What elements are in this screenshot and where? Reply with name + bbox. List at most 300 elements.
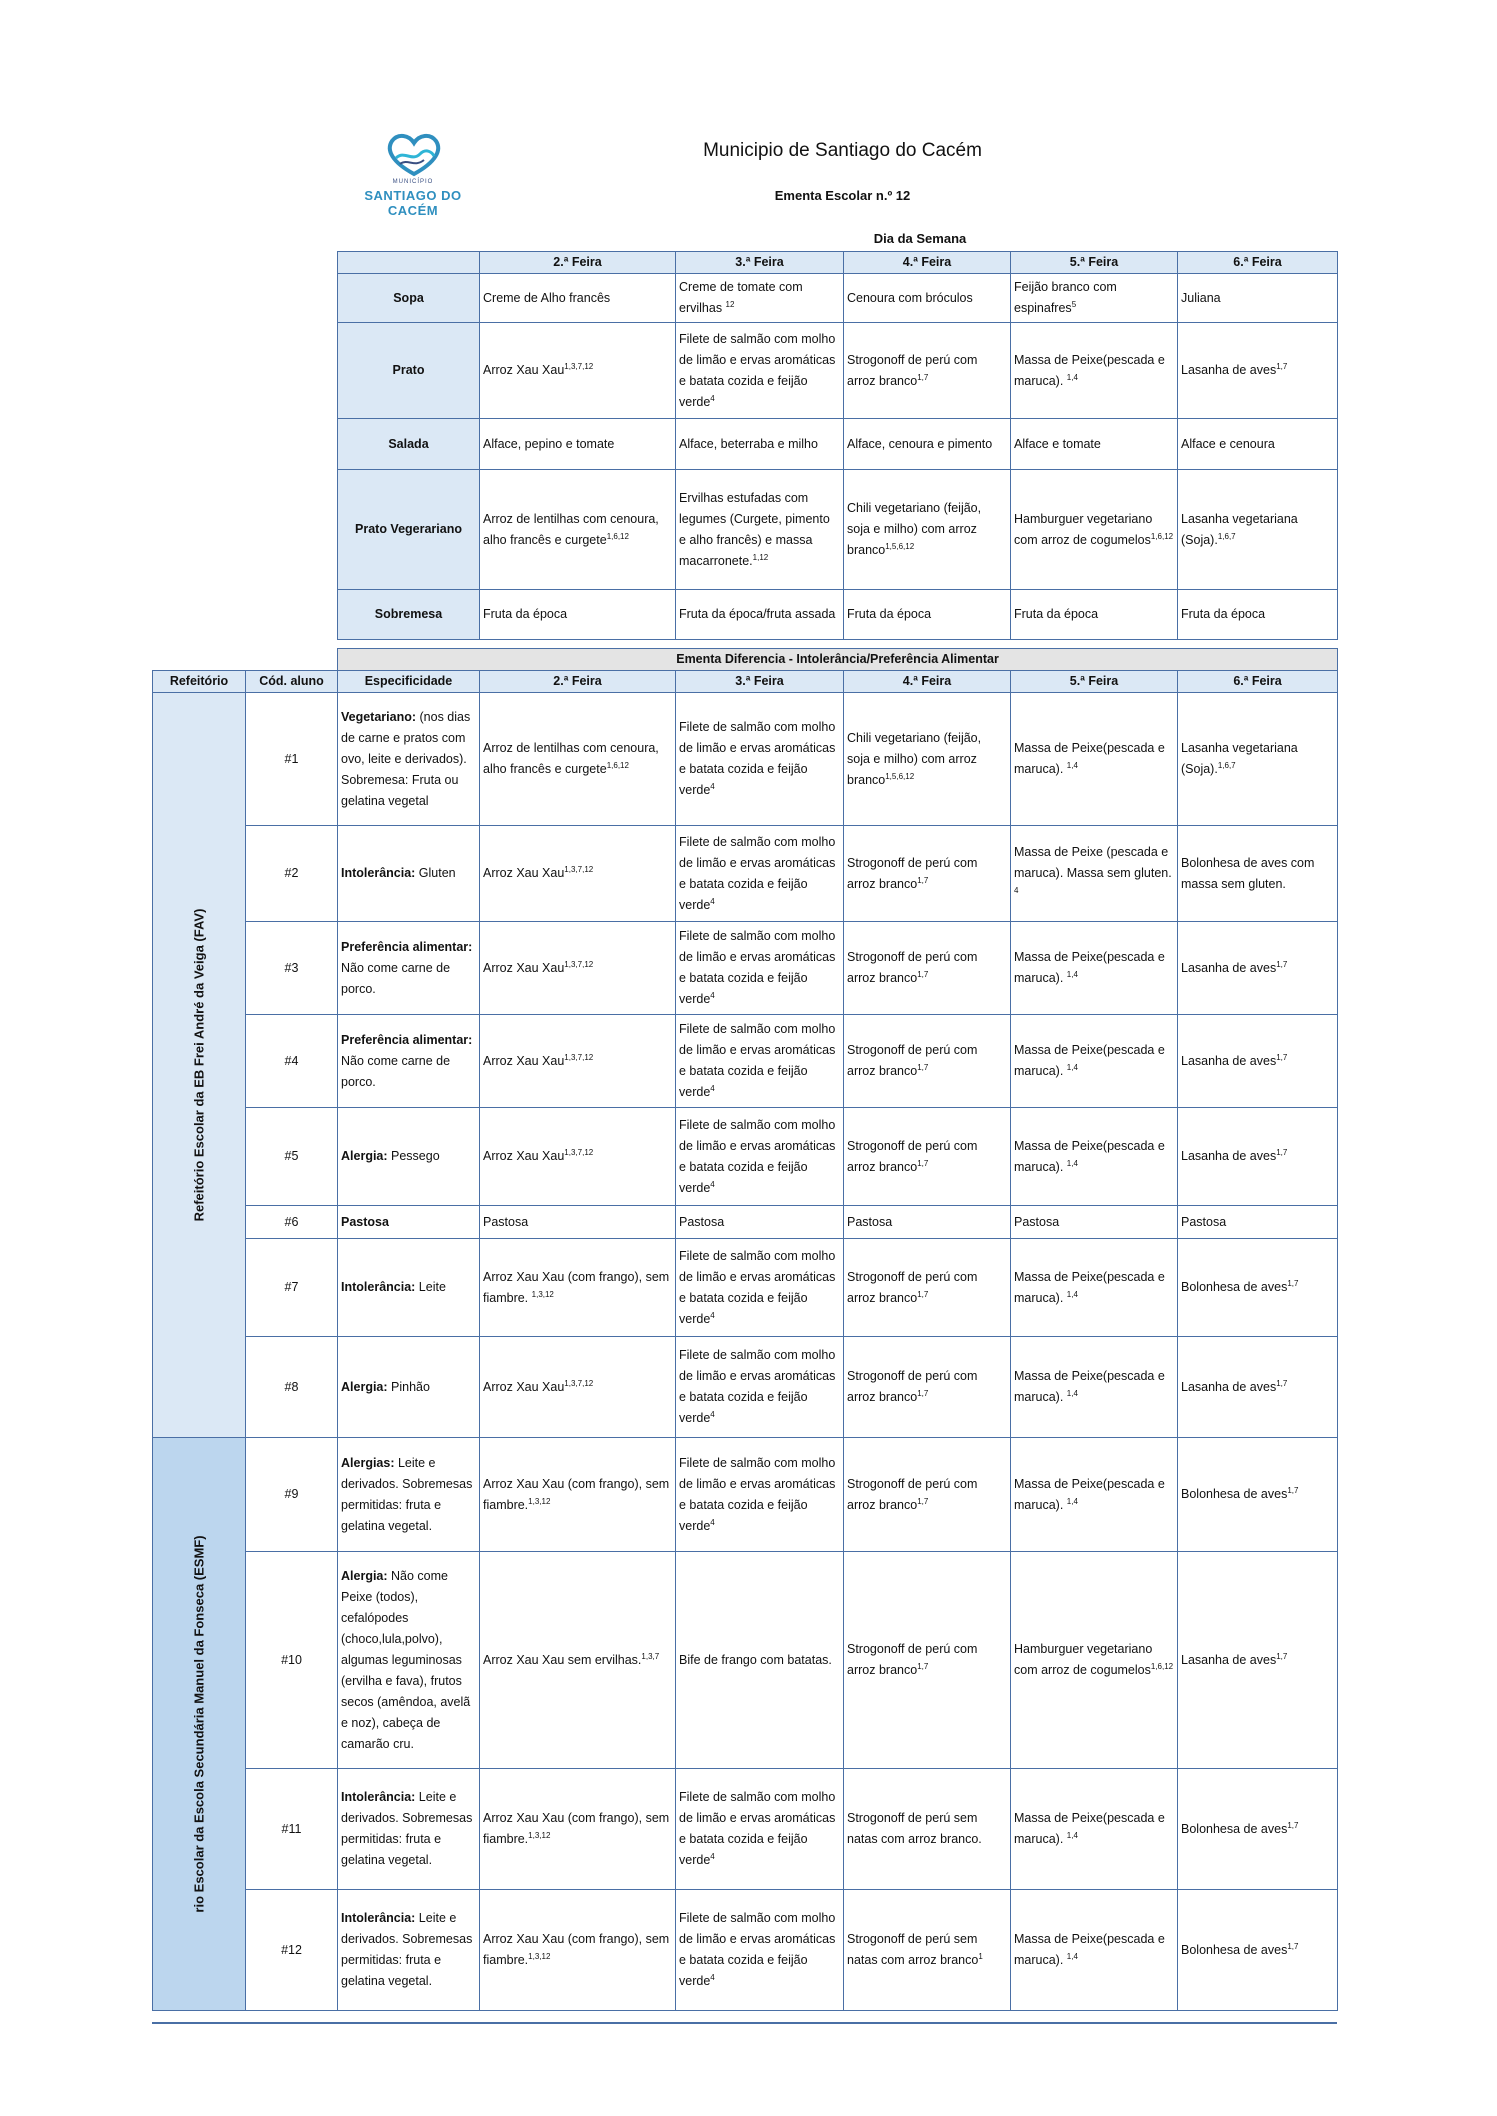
header-corner bbox=[338, 252, 480, 274]
dish-text: Bolonhesa de aves bbox=[1181, 1821, 1288, 1836]
specificity-cell bbox=[338, 1108, 480, 1206]
allergen-codes: 1,3,7,12 bbox=[564, 361, 594, 371]
allergen-codes: 1,7 bbox=[917, 875, 929, 885]
allergen-codes: 1,7 bbox=[917, 1388, 929, 1398]
allergen-codes: 1,7 bbox=[917, 1496, 929, 1506]
allergen-codes: 4 bbox=[710, 1517, 715, 1527]
day-header: 3.ª Feira bbox=[676, 252, 844, 274]
allergen-codes: 1,7 bbox=[917, 1158, 929, 1168]
dish-text: Filete de salmão com molho de limão e ervas aromáticas e batata cozida e feijão verde bbox=[679, 720, 836, 797]
dish-text: Massa de Peixe(pescada e maruca). bbox=[1014, 1043, 1165, 1078]
dish-text: Massa de Peixe(pescada e maruca). bbox=[1014, 1811, 1165, 1846]
diff-menu-cell bbox=[1011, 826, 1178, 922]
allergen-codes: 1 bbox=[978, 1951, 983, 1961]
dish-text: Massa de Peixe(pescada e maruca). bbox=[1014, 352, 1165, 388]
dish-text: Feijão branco com espinafres bbox=[1014, 280, 1117, 315]
day-header: 5.ª Feira bbox=[1011, 671, 1178, 693]
dish-text: Fruta da época bbox=[847, 607, 932, 621]
dish-text: Arroz Xau Xau bbox=[483, 363, 565, 377]
allergen-codes: 4 bbox=[710, 781, 715, 791]
dish-text: Bolonhesa de aves bbox=[1181, 1487, 1288, 1501]
student-code: #11 bbox=[246, 1769, 338, 1890]
page-title: Municipio de Santiago do Cacém bbox=[703, 140, 982, 161]
dish-text: Strogonoff de perú com arroz branco bbox=[847, 1043, 978, 1078]
menu-cell bbox=[1178, 274, 1338, 323]
diff-menu-cell bbox=[844, 1337, 1011, 1438]
allergen-codes: 1,4 bbox=[1066, 372, 1078, 382]
specificity-cell bbox=[338, 693, 480, 826]
allergen-codes: 1,7 bbox=[1276, 959, 1288, 969]
allergen-codes: 4 bbox=[710, 896, 715, 906]
menu-row bbox=[338, 323, 1338, 419]
day-of-week-label: Dia da Semana bbox=[873, 231, 967, 246]
diff-menu-cell bbox=[676, 1239, 844, 1337]
menu-cell bbox=[1011, 419, 1178, 470]
allergen-codes: 1,4 bbox=[1066, 1158, 1078, 1168]
dish-text: Alface e tomate bbox=[1014, 436, 1101, 451]
specificity-type: Preferência alimentar: bbox=[341, 939, 473, 954]
specificity-cell bbox=[338, 1890, 480, 2011]
diff-menu-cell bbox=[1178, 826, 1338, 922]
allergen-codes: 4 bbox=[710, 1851, 715, 1861]
diff-menu-cell bbox=[480, 1769, 676, 1890]
diff-menu-cell bbox=[1011, 1239, 1178, 1337]
diff-menu-cell bbox=[1178, 1239, 1338, 1337]
menu-cell bbox=[844, 590, 1011, 640]
menu-row-label: Sobremesa bbox=[338, 590, 480, 640]
diff-menu-cell bbox=[1011, 1552, 1178, 1769]
dish-text: Arroz Xau Xau bbox=[483, 1053, 565, 1068]
day-header: 2.ª Feira bbox=[480, 671, 676, 693]
dish-text: Filete de salmão com molho de limão e ervas aromáticas e batata cozida e feijão verde bbox=[679, 1348, 836, 1425]
diff-menu-cell bbox=[676, 1438, 844, 1552]
menu-cell bbox=[480, 323, 676, 419]
allergen-codes: 1,3,7,12 bbox=[564, 1378, 594, 1388]
menu-cell bbox=[676, 274, 844, 323]
dish-text: Massa de Peixe(pescada e maruca). bbox=[1014, 1269, 1165, 1305]
allergen-codes: 1,5,6,12 bbox=[885, 771, 915, 781]
day-header: 6.ª Feira bbox=[1178, 252, 1338, 274]
menu-row-label: Prato bbox=[338, 323, 480, 419]
dish-text: Arroz de lentilhas com cenoura, alho francês e curgete bbox=[483, 741, 659, 776]
dish-text: Alface, beterraba e milho bbox=[679, 436, 818, 451]
allergen-codes: 1,7 bbox=[1276, 1651, 1288, 1661]
diff-menu-cell bbox=[1178, 1890, 1338, 2011]
diff-menu-cell bbox=[480, 1108, 676, 1206]
diff-menu-cell bbox=[1178, 1769, 1338, 1890]
allergen-codes: 12 bbox=[725, 299, 735, 309]
dish-text: Pastosa bbox=[679, 1214, 725, 1229]
dish-text: Filete de salmão com molho de limão e ervas aromáticas e batata cozida e feijão verde bbox=[679, 1117, 836, 1195]
specificity-cell bbox=[338, 1552, 480, 1769]
allergen-codes: 1,7 bbox=[1276, 1378, 1288, 1388]
allergen-codes: 1,3,7,12 bbox=[564, 1147, 594, 1157]
student-row bbox=[153, 693, 1338, 826]
student-row bbox=[153, 1552, 1338, 1769]
dish-text: Hamburguer vegetariano com arroz de cogumelos bbox=[1014, 511, 1153, 547]
table-bottom-border bbox=[152, 2022, 1337, 2024]
day-header: 2.ª Feira bbox=[480, 252, 676, 274]
menu-row-label: Sopa bbox=[338, 274, 480, 323]
allergen-codes: 1,7 bbox=[917, 372, 929, 382]
diff-menu-cell bbox=[676, 693, 844, 826]
menu-cell bbox=[1011, 590, 1178, 640]
allergen-codes: 1,4 bbox=[1066, 1496, 1078, 1506]
dish-text: Chili vegetariano (feijão, soja e milho) com arroz branco bbox=[847, 501, 982, 557]
day-header: 3.ª Feira bbox=[676, 671, 844, 693]
student-row bbox=[153, 1769, 1338, 1890]
menu-cell bbox=[844, 323, 1011, 419]
dish-text: Strogonoff de perú sem natas com arroz branco. bbox=[847, 1811, 982, 1846]
dish-text: Fruta da época bbox=[1181, 607, 1266, 621]
diff-menu-cell bbox=[1011, 1769, 1178, 1890]
diff-menu-cell bbox=[676, 1015, 844, 1108]
specificity-type: Intolerância: bbox=[341, 1790, 416, 1804]
allergen-codes: 1,7 bbox=[1276, 1147, 1288, 1157]
specificity-cell bbox=[338, 1438, 480, 1552]
allergen-codes: 1,3,12 bbox=[531, 1289, 554, 1299]
diff-menu-cell bbox=[480, 1239, 676, 1337]
allergen-codes: 1,4 bbox=[1066, 760, 1078, 770]
diff-menu-cell bbox=[1178, 1337, 1338, 1438]
menu-cell bbox=[480, 470, 676, 590]
diff-menu-cell bbox=[844, 922, 1011, 1015]
specificity-detail: Pessego bbox=[387, 1149, 440, 1163]
allergen-codes: 1,7 bbox=[917, 1062, 929, 1072]
student-row bbox=[153, 922, 1338, 1015]
diff-menu-cell bbox=[844, 826, 1011, 922]
col-codigo-aluno: Cód. aluno bbox=[246, 671, 338, 693]
dish-text: Alface, cenoura e pimento bbox=[847, 436, 993, 451]
allergen-codes: 1,4 bbox=[1066, 969, 1078, 979]
diff-menu-cell bbox=[1011, 1015, 1178, 1108]
page-subtitle: Ementa Escolar n.º 12 bbox=[774, 188, 911, 203]
menu-row-label: Salada bbox=[338, 419, 480, 470]
specificity-detail: Leite e derivados. Sobremesas permitidas: fruta e gelatina vegetal. bbox=[341, 1455, 473, 1533]
allergen-codes: 1,3,7,12 bbox=[564, 864, 594, 874]
dish-text: Fruta da época bbox=[1014, 607, 1099, 621]
allergen-codes: 1,7 bbox=[917, 1289, 929, 1299]
dish-text: Filete de salmão com molho de limão e ervas aromáticas e batata cozida e feijão verde bbox=[679, 1455, 836, 1533]
menu-cell bbox=[844, 470, 1011, 590]
student-row bbox=[153, 1015, 1338, 1108]
day-header: 4.ª Feira bbox=[844, 671, 1011, 693]
diff-menu-cell bbox=[844, 1108, 1011, 1206]
dish-text: Filete de salmão com molho de limão e ervas aromáticas e batata cozida e feijão verde bbox=[679, 1911, 836, 1988]
diff-menu-cell bbox=[480, 1890, 676, 2011]
col-especificidade: Especificidade bbox=[338, 671, 480, 693]
dish-text: Filete de salmão com molho de limão e ervas aromáticas e batata cozida e feijão verde bbox=[679, 1790, 836, 1867]
allergen-codes: 1,7 bbox=[1287, 1278, 1299, 1288]
differentiated-title-row bbox=[153, 649, 1338, 671]
menu-cell bbox=[480, 590, 676, 640]
specificity-type: Preferência alimentar: bbox=[341, 1032, 473, 1047]
diff-menu-cell bbox=[676, 1552, 844, 1769]
dish-text: Bolonhesa de aves bbox=[1181, 1280, 1288, 1294]
differentiated-menu-table bbox=[152, 648, 1338, 2011]
logo-text: SANTIAGO DO CACÉM bbox=[364, 188, 462, 218]
allergen-codes: 4 bbox=[710, 1972, 715, 1982]
diff-menu-cell bbox=[1011, 1206, 1178, 1239]
allergen-codes: 1,7 bbox=[1287, 1941, 1299, 1951]
allergen-codes: 1,5,6,12 bbox=[885, 541, 915, 551]
differentiated-header-row bbox=[153, 671, 1338, 693]
dish-text: Massa de Peixe(pescada e maruca). bbox=[1014, 1932, 1165, 1967]
dish-text: Lasanha vegetariana (Soja). bbox=[1181, 511, 1298, 547]
diff-menu-cell bbox=[1178, 1552, 1338, 1769]
allergen-codes: 4 bbox=[710, 1310, 715, 1320]
dish-text: Massa de Peixe(pescada e maruca). bbox=[1014, 741, 1165, 776]
dish-text: Filete de salmão com molho de limão e ervas aromáticas e batata cozida e feijão verde bbox=[679, 834, 836, 912]
allergen-codes: 4 bbox=[710, 990, 715, 1000]
specificity-type: Intolerância: bbox=[341, 866, 416, 880]
student-code: #4 bbox=[246, 1015, 338, 1108]
allergen-codes: 1,7 bbox=[917, 1661, 929, 1671]
specificity-type: Intolerância: bbox=[341, 1911, 416, 1925]
differentiated-menu-body bbox=[153, 693, 1338, 2011]
specificity-cell bbox=[338, 922, 480, 1015]
student-row bbox=[153, 1337, 1338, 1438]
specificity-cell bbox=[338, 1769, 480, 1890]
col-refeitorio: Refeitório bbox=[153, 671, 246, 693]
dish-text: Lasanha de aves bbox=[1181, 363, 1277, 377]
dish-text: Massa de Peixe(pescada e maruca). bbox=[1014, 1138, 1165, 1174]
allergen-codes: 1,7 bbox=[1276, 1052, 1288, 1062]
allergen-codes: 1,7 bbox=[917, 969, 929, 979]
diff-menu-cell bbox=[676, 922, 844, 1015]
diff-menu-cell bbox=[480, 826, 676, 922]
refeitorio-cell bbox=[153, 1438, 246, 2011]
allergen-codes: 4 bbox=[710, 1083, 715, 1093]
diff-menu-cell bbox=[844, 1206, 1011, 1239]
diff-menu-cell bbox=[1178, 1438, 1338, 1552]
allergen-codes: 1,4 bbox=[1066, 1289, 1078, 1299]
weekly-menu-body bbox=[338, 274, 1338, 640]
refeitorio-name: Refeitório Escolar da EB Frei André da Veiga (FAV) bbox=[191, 908, 207, 1222]
allergen-codes: 1,6,12 bbox=[606, 760, 629, 770]
allergen-codes: 1,6,12 bbox=[606, 531, 629, 541]
dish-text: Ervilhas estufadas com legumes (Curgete, pimento e alho francês) e massa macarronete. bbox=[679, 490, 830, 568]
diff-menu-cell bbox=[1178, 693, 1338, 826]
dish-text: Strogonoff de perú com arroz branco bbox=[847, 1476, 978, 1512]
allergen-codes: 1,3,7,12 bbox=[564, 1052, 594, 1062]
allergen-codes: 1,3,12 bbox=[528, 1830, 551, 1840]
diff-menu-cell bbox=[480, 1337, 676, 1438]
allergen-codes: 1,12 bbox=[752, 552, 769, 562]
allergen-codes: 1,6,12 bbox=[1150, 531, 1174, 541]
diff-menu-cell bbox=[480, 1438, 676, 1552]
weekly-menu-header-row bbox=[338, 252, 1338, 274]
specificity-detail: Leite e derivados. Sobremesas permitidas: fruta e gelatina vegetal. bbox=[341, 1911, 473, 1988]
diff-menu-cell bbox=[844, 1239, 1011, 1337]
student-row bbox=[153, 1108, 1338, 1206]
dish-text: Alface e cenoura bbox=[1181, 436, 1275, 451]
diff-menu-cell bbox=[1178, 1206, 1338, 1239]
dish-text: Arroz Xau Xau sem ervilhas. bbox=[483, 1652, 642, 1667]
student-row bbox=[153, 1438, 1338, 1552]
dish-text: Arroz Xau Xau bbox=[483, 960, 565, 975]
dish-text: Strogonoff de perú sem natas com arroz branco bbox=[847, 1932, 979, 1967]
specificity-detail: Pinhão bbox=[387, 1379, 430, 1394]
dish-text: Strogonoff de perú com arroz branco bbox=[847, 855, 978, 891]
dish-text: Hamburguer vegetariano com arroz de cogumelos bbox=[1014, 1642, 1153, 1677]
dish-text: Creme de tomate com ervilhas bbox=[679, 280, 803, 315]
menu-cell bbox=[676, 419, 844, 470]
dish-text: Massa de Peixe(pescada e maruca). bbox=[1014, 1369, 1165, 1404]
diff-menu-cell bbox=[1178, 1108, 1338, 1206]
diff-menu-cell bbox=[676, 1108, 844, 1206]
allergen-codes: 1,6,7 bbox=[1217, 531, 1236, 541]
diff-menu-cell bbox=[676, 1769, 844, 1890]
specificity-type: Vegetariano: bbox=[341, 709, 417, 724]
dish-text: Fruta da época bbox=[483, 607, 568, 621]
specificity-detail: Não come carne de porco. bbox=[341, 960, 451, 996]
diff-menu-cell bbox=[480, 922, 676, 1015]
specificity-cell bbox=[338, 1206, 480, 1239]
student-code: #2 bbox=[246, 826, 338, 922]
dish-text: Arroz de lentilhas com cenoura, alho francês e curgete bbox=[483, 511, 659, 547]
dish-text: Arroz Xau Xau (com frango), sem fiambre. bbox=[483, 1476, 670, 1512]
dish-text: Pastosa bbox=[483, 1214, 529, 1229]
allergen-codes: 1,3,7 bbox=[641, 1651, 660, 1661]
dish-text: Juliana bbox=[1181, 290, 1221, 305]
specificity-type: Pastosa bbox=[341, 1214, 389, 1229]
dish-text: Cenoura com bróculos bbox=[847, 290, 973, 305]
dish-text: Chili vegetariano (feijão, soja e milho) com arroz branco bbox=[847, 730, 982, 787]
diff-menu-cell bbox=[676, 1206, 844, 1239]
menu-row-label: Prato Vegerariano bbox=[338, 470, 480, 590]
heart-wave-icon bbox=[382, 132, 446, 178]
diff-menu-cell bbox=[1011, 922, 1178, 1015]
diff-menu-cell bbox=[844, 693, 1011, 826]
menu-cell bbox=[844, 274, 1011, 323]
menu-cell bbox=[480, 419, 676, 470]
specificity-detail: (nos dias de carne e pratos com ovo, leite e derivados). Sobremesa: Fruta ou gelatina vegetal bbox=[341, 709, 471, 808]
specificity-cell bbox=[338, 1337, 480, 1438]
menu-row bbox=[338, 274, 1338, 323]
allergen-codes: 1,4 bbox=[1066, 1830, 1078, 1840]
dish-text: Strogonoff de perú com arroz branco bbox=[847, 352, 978, 388]
diff-menu-cell bbox=[676, 826, 844, 922]
menu-cell bbox=[676, 470, 844, 590]
dish-text: Filete de salmão com molho de limão e ervas aromáticas e batata cozida e feijão verde bbox=[679, 929, 836, 1006]
dish-text: Bolonhesa de aves bbox=[1181, 1942, 1288, 1957]
diff-menu-cell bbox=[676, 1337, 844, 1438]
diff-menu-cell bbox=[844, 1552, 1011, 1769]
student-row bbox=[153, 826, 1338, 922]
allergen-codes: 1,4 bbox=[1066, 1062, 1078, 1072]
menu-row bbox=[338, 590, 1338, 640]
dish-text: Strogonoff de perú com arroz branco bbox=[847, 1269, 978, 1305]
dish-text: Filete de salmão com molho de limão e ervas aromáticas e batata cozida e feijão verde bbox=[679, 1248, 836, 1326]
dish-text: Lasanha de aves bbox=[1181, 1379, 1277, 1394]
menu-cell bbox=[1011, 323, 1178, 419]
diff-menu-cell bbox=[1178, 1015, 1338, 1108]
dish-text: Arroz Xau Xau (com frango), sem fiambre. bbox=[483, 1932, 670, 1967]
dish-text: Strogonoff de perú com arroz branco bbox=[847, 1138, 978, 1174]
diff-menu-cell bbox=[844, 1015, 1011, 1108]
allergen-codes: 1,7 bbox=[1287, 1485, 1299, 1495]
diff-menu-cell bbox=[676, 1890, 844, 2011]
student-code: #10 bbox=[246, 1552, 338, 1769]
menu-cell bbox=[1011, 470, 1178, 590]
dish-text: Pastosa bbox=[847, 1214, 893, 1229]
menu-cell bbox=[1178, 323, 1338, 419]
diff-menu-cell bbox=[844, 1890, 1011, 2011]
student-code: #7 bbox=[246, 1239, 338, 1337]
day-header: 5.ª Feira bbox=[1011, 252, 1178, 274]
dish-text: Arroz Xau Xau (com frango), sem fiambre. bbox=[483, 1269, 670, 1305]
specificity-cell bbox=[338, 826, 480, 922]
specificity-detail: Gluten bbox=[415, 866, 456, 880]
student-row bbox=[153, 1206, 1338, 1239]
specificity-detail: Não come carne de porco. bbox=[341, 1053, 451, 1089]
menu-row bbox=[338, 419, 1338, 470]
diff-menu-cell bbox=[480, 1206, 676, 1239]
municipality-logo bbox=[338, 132, 488, 218]
dish-text: Filete de salmão com molho de limão e ervas aromáticas e batata cozida e feijão verde bbox=[679, 331, 836, 409]
dish-text: Lasanha de aves bbox=[1181, 1149, 1277, 1163]
specificity-cell bbox=[338, 1239, 480, 1337]
student-row bbox=[153, 1890, 1338, 2011]
day-header: 4.ª Feira bbox=[844, 252, 1011, 274]
diff-menu-cell bbox=[480, 1015, 676, 1108]
menu-row bbox=[338, 470, 1338, 590]
dish-text: Alface, pepino e tomate bbox=[483, 436, 615, 451]
blank-cell bbox=[153, 649, 246, 671]
allergen-codes: 1,4 bbox=[1066, 1388, 1078, 1398]
diff-menu-cell bbox=[480, 693, 676, 826]
dish-text: Pastosa bbox=[1014, 1214, 1060, 1229]
diff-menu-cell bbox=[1011, 693, 1178, 826]
menu-cell bbox=[676, 323, 844, 419]
allergen-codes: 1,3,7,12 bbox=[564, 959, 594, 969]
diff-menu-cell bbox=[1011, 1337, 1178, 1438]
diff-menu-cell bbox=[844, 1769, 1011, 1890]
dish-text: Bolonhesa de aves com massa sem gluten. bbox=[1181, 855, 1315, 891]
allergen-codes: 4 bbox=[710, 393, 715, 403]
diff-menu-cell bbox=[1011, 1438, 1178, 1552]
diff-menu-cell bbox=[1011, 1890, 1178, 2011]
dish-text: Fruta da época/fruta assada bbox=[679, 607, 836, 621]
dish-text: Lasanha de aves bbox=[1181, 960, 1277, 975]
dish-text: Arroz Xau Xau (com frango), sem fiambre. bbox=[483, 1811, 670, 1846]
refeitorio-cell bbox=[153, 693, 246, 1438]
specificity-cell bbox=[338, 1015, 480, 1108]
specificity-type: Alergias: bbox=[341, 1455, 395, 1470]
dish-text: Bife de frango com batatas. bbox=[679, 1652, 832, 1667]
allergen-codes: 1,3,12 bbox=[528, 1496, 551, 1506]
menu-cell bbox=[1178, 470, 1338, 590]
allergen-codes: 1,7 bbox=[1276, 361, 1288, 371]
allergen-codes: 4 bbox=[710, 1409, 715, 1419]
specificity-detail: Leite e derivados. Sobremesas permitidas: fruta e gelatina vegetal. bbox=[341, 1790, 473, 1867]
specificity-type: Alergia: bbox=[341, 1149, 388, 1163]
dish-text: Arroz Xau Xau bbox=[483, 1379, 565, 1394]
dish-text: Strogonoff de perú com arroz branco bbox=[847, 1369, 978, 1404]
dish-text: Strogonoff de perú com arroz branco bbox=[847, 950, 978, 985]
dish-text: Massa de Peixe(pescada e maruca). bbox=[1014, 1476, 1165, 1512]
menu-cell bbox=[1178, 419, 1338, 470]
diff-menu-cell bbox=[844, 1438, 1011, 1552]
menu-cell bbox=[1011, 274, 1178, 323]
dish-text: Arroz Xau Xau bbox=[483, 1149, 565, 1163]
dish-text: Arroz Xau Xau bbox=[483, 866, 565, 880]
weekly-menu-table bbox=[337, 251, 1338, 640]
dish-text: Lasanha vegetariana (Soja). bbox=[1181, 741, 1298, 776]
dish-text: Massa de Peixe(pescada e maruca). bbox=[1014, 950, 1165, 985]
menu-cell bbox=[1178, 590, 1338, 640]
